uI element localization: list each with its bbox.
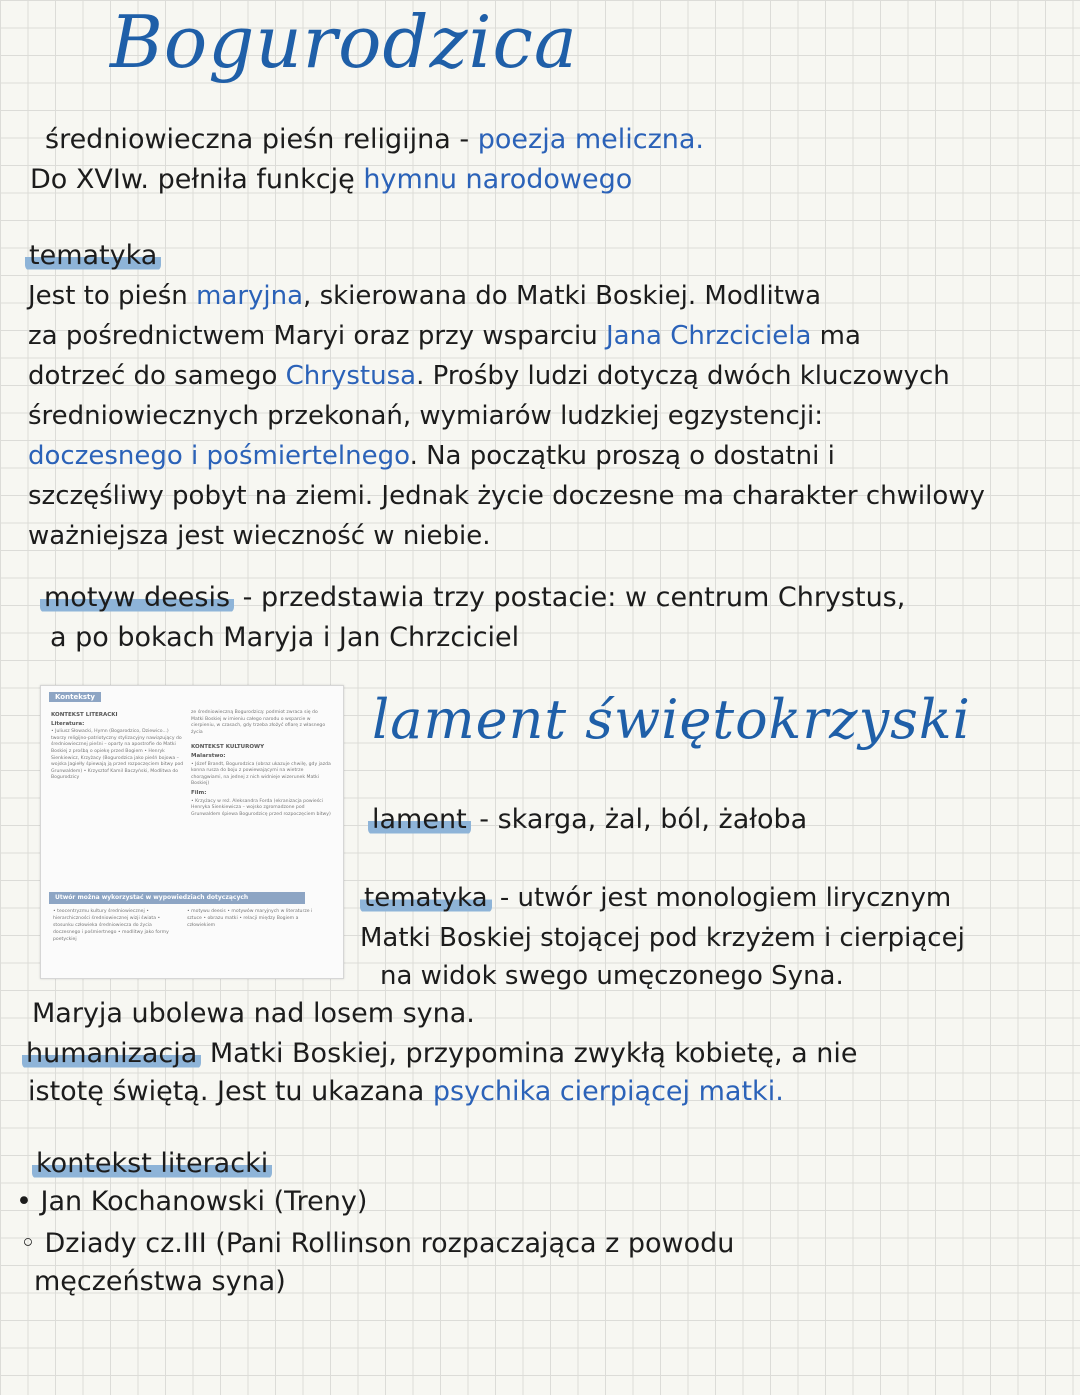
psychika-highlight: psychika cierpiącej matki. — [432, 1076, 784, 1107]
page-title: Bogurodzica — [110, 0, 578, 84]
lament-tematyka-3: na widok swego umęczonego Syna. — [380, 961, 844, 991]
kontekst-item-1 — [16, 1182, 367, 1222]
deesis-line-1 — [40, 578, 905, 618]
tematyka-line: ważniejsza jest wieczność w niebie. — [28, 521, 491, 551]
tematyka-line: dotrzeć do samego Chrystusa. Prośby ludzi dotyczą dwóch kluczowych — [28, 361, 950, 391]
textbook-list-1: • teocentryzmu kultury średniowiecznej • hierarchiczności średniowiecznej wizji świata • stosunku człowieka średniowiecza do życia doczesnego i pośmiertnego • modlitwy jako formy poetyckiej — [53, 909, 169, 942]
lament-tematyka-2: Matki Boskiej stojącej pod krzyżem i cierpiącej — [360, 923, 965, 953]
tematyka-line: za pośrednictwem Maryi oraz przy wsparciu Jana Chrzciciela ma — [28, 321, 861, 351]
konteksty-tab: Konteksty — [49, 692, 101, 702]
textbook-col-2 — [191, 710, 331, 818]
lament-highlight: lament — [368, 804, 471, 835]
textbook-col-1 — [51, 710, 185, 782]
intro-text: średniowieczna pieśn religijna - — [45, 124, 470, 155]
literatura-text: • Juliusz Słowacki, Hymn (Bogarodzico, Dziewico...) tworzy religijno-patriotyczny stylizacyjny nawiązujący do średniowiecznej pieśni – oparty na apostrofie do Matki Boskiej z prośbą o opiekę przed Bogiem • Henryk Sienkiewicz, Krzyżacy (Bogurodzica jako pieśń bojowa – wojska Jagiełły śpiewają ją przed rozpoczęciem bitwy pod Grunwaldem) • Krzysztof Kamil Baczyński, Modlitwa do Bogurodzicy — [51, 729, 184, 781]
film-label: Film: — [191, 789, 207, 796]
kontekst-item-2-cont — [30, 1262, 290, 1302]
intro-text-2: Do XVIw. pełniła funkcję — [30, 164, 355, 195]
tematyka-line: średniowiecznych przekonań, wymiarów ludzkiej egzystencji: — [28, 401, 823, 431]
lament-title: lament świętokrzyski — [372, 688, 971, 751]
malarstwo-label: Malarstwo: — [191, 752, 226, 759]
kontekst-literacki-label: KONTEKST LITERACKI — [51, 712, 118, 718]
kontekst-item-2 — [20, 1224, 734, 1264]
textbook-clipping — [40, 685, 344, 979]
humanizacja-heading: humanizacja — [22, 1038, 201, 1069]
film-text: • Krzyżacy w reż. Aleksandra Forda (ekranizacja powieści Henryka Sienkiewicza – wojsko zgromadzone pod Grunwaldem śpiewa Bogurodzicę przed rozpoczęciem bitwy) — [191, 798, 331, 817]
tematyka-line: szczęśliwy pobyt na ziemi. Jednak życie doczesne ma charakter chwilowy — [28, 481, 985, 511]
tematyka-line: doczesnego i pośmiertelnego. Na początku proszą o dostatni i — [28, 441, 835, 471]
tematyka-line: Jest to pieśn maryjna, skierowana do Matki Boskiej. Modlitwa — [28, 281, 822, 311]
humanizacja-text-2: istotę świętą. Jest tu ukazana — [28, 1076, 425, 1107]
lament-definition — [368, 800, 807, 840]
bullet-icon: ◦ — [20, 1228, 45, 1259]
humanizacja-text: Matki Boskiej, przypomina zwykłą kobietę, a nie — [209, 1038, 858, 1069]
tematyka-heading — [25, 236, 161, 276]
col2-text: ze średniowieczną Bogurodzicą: podmiot zwraca się do Matki Boskiej w imieniu całego narodu o wsparcie w cierpieniu, w czasach, gdy trzeba złożyć ofiarę z własnego życia — [191, 710, 326, 735]
literatura-label: Literatura: — [51, 720, 85, 727]
kontekst-kulturowy-label: KONTEKST KULTUROWY — [191, 744, 265, 751]
lament-tematyka-1 — [360, 878, 951, 918]
bullet-icon: • — [16, 1186, 41, 1217]
tematyka-paragraph — [28, 276, 985, 556]
lament-tematyka-text: - utwór jest monologiem lirycznym — [499, 883, 952, 913]
lament-def-text: - skarga, żal, ból, żałoba — [479, 804, 808, 835]
intro-line-1 — [45, 120, 704, 160]
intro-line-2 — [30, 160, 632, 200]
malarstwo-text: • Józef Brandt, Bogurodzica (obraz ukazuje chwilę, gdy jazda konna rusza do boju z powiewającymi na wietrze chorągwiami, na jednej z nich widnieje wizerunek Matki Boskiej) — [191, 761, 331, 787]
textbook-band: Utwór można wykorzystać w wypowiedziach dotyczących — [49, 892, 305, 904]
kontekst-item-2-cont-text: męczeństwa syna) — [34, 1266, 286, 1297]
kontekst-heading-text: kontekst literacki — [32, 1148, 272, 1179]
tematyka-heading-text: tematyka — [25, 240, 161, 271]
kontekst-item-2-text: Dziady cz.III (Pani Rollinson rozpaczająca z powodu — [44, 1228, 735, 1259]
deesis-heading: motyw deesis — [40, 582, 234, 613]
textbook-list-2: • motywu deesis • motywów maryjnych w literaturze i sztuce • obrazu matki • relacji między Bogiem a człowiekiem — [187, 909, 313, 928]
poezja-meliczna: poezja meliczna. — [477, 124, 705, 155]
maryja-line: Maryja ubolewa nad losem syna. — [32, 998, 475, 1029]
deesis-text: - przedstawia trzy postacie: w centrum Chrystus, — [242, 582, 906, 613]
kontekst-heading — [32, 1144, 272, 1184]
hymn-narodowy: hymnu narodowego — [363, 164, 633, 195]
lament-tematyka-heading: tematyka — [360, 883, 492, 913]
deesis-line-2: a po bokach Maryja i Jan Chrzciciel — [50, 622, 520, 653]
kontekst-item-1-text: Jan Kochanowski (Treny) — [40, 1186, 368, 1217]
humanizacja-line-1 — [22, 1034, 857, 1074]
humanizacja-line-2 — [28, 1072, 784, 1112]
